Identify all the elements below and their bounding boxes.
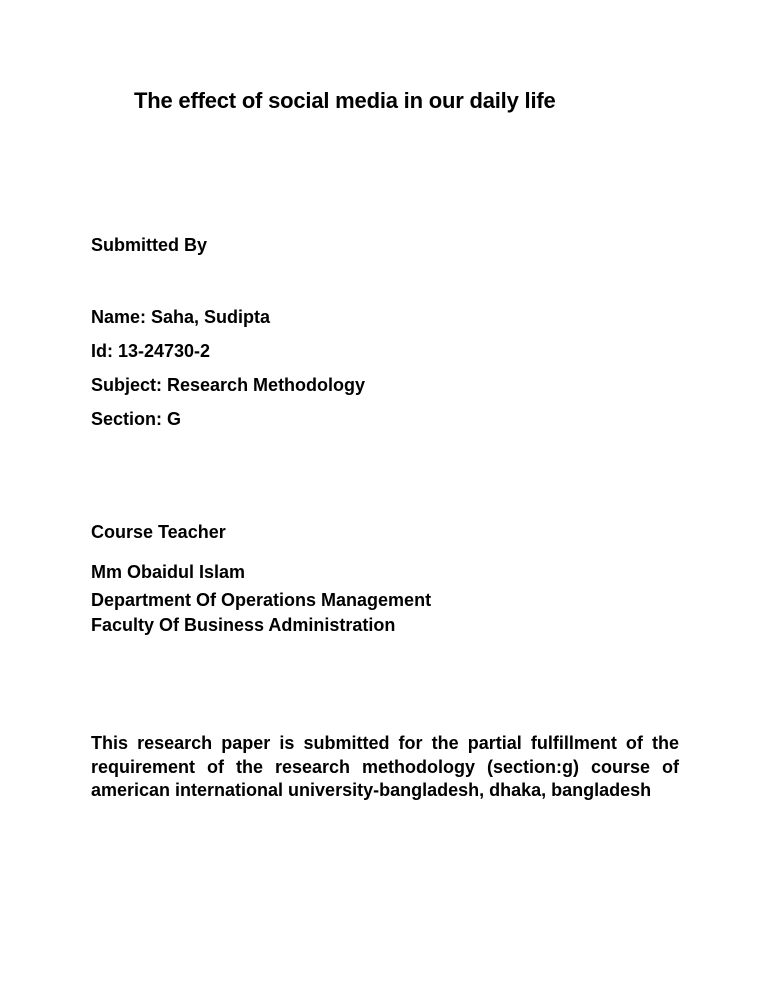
student-section: Section: G — [91, 409, 182, 429]
teacher-faculty: Faculty Of Business Administration — [91, 615, 396, 635]
document-title: The effect of social media in our daily life — [134, 88, 556, 113]
student-subject: Subject: Research Methodology — [91, 375, 366, 395]
course-teacher-heading: Course Teacher — [91, 522, 226, 542]
submitted-by-heading: Submitted By — [91, 235, 208, 255]
submission-statement: This research paper is submitted for the partial fulfillment of the requirement of the research methodology (section:g) course of american international university-bangladesh, dhaka, bangladesh — [91, 733, 679, 800]
teacher-name: Mm Obaidul Islam — [91, 562, 246, 582]
student-id: Id: 13-24730-2 — [91, 341, 211, 361]
student-name: Name: Saha, Sudipta — [91, 307, 271, 327]
teacher-department: Department Of Operations Management — [91, 590, 432, 610]
